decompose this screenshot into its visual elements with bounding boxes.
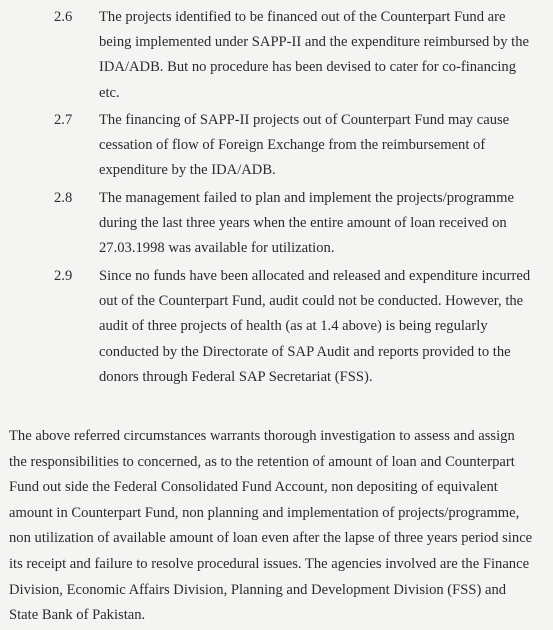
text-line: conducted by the Directorate of SAP Audit and reports provided to the <box>99 343 511 360</box>
text-line: cessation of flow of Foreign Exchange from the reimbursement of <box>99 137 486 154</box>
text-line: non utilization of available amount of loan even after the lapse of three years period since <box>9 530 533 547</box>
text-line: Fund out side the Federal Consolidated Fund Account, non depositing of equivalent <box>9 479 498 496</box>
text-line: Division, Economic Affairs Division, Planning and Development Division (FSS) and <box>9 581 507 598</box>
text-line: expenditure by the IDA/ADB. <box>99 162 276 179</box>
text-line: 27.03.1998 was available for utilization. <box>99 240 335 257</box>
paragraph-body <box>99 264 547 390</box>
paragraph-number: 2.9 <box>54 268 73 284</box>
text-line: audit of three projects of health (as at 1.4 above) is being regularly <box>99 318 488 335</box>
text-line: during the last three years when the entire amount of loan received on <box>99 215 507 232</box>
text-line: The projects identified to be financed out of the Counterpart Fund are <box>99 9 506 25</box>
paragraph-number: 2.7 <box>54 112 73 128</box>
text-line: donors through Federal SAP Secretariat (FSS). <box>99 368 373 385</box>
paragraph-number: 2.8 <box>54 190 73 206</box>
text-line: being implemented under SAPP-II and the expenditure reimbursed by the <box>99 34 530 51</box>
text-line: State Bank of Pakistan. <box>9 607 146 624</box>
paragraph-body <box>99 5 547 106</box>
text-line: the responsibilities to concerned, as to the retention of amount of loan and Counterpart <box>9 453 515 470</box>
text-line: etc. <box>99 84 120 101</box>
text-line: out of the Counterpart Fund, audit could not be conducted. However, the <box>99 293 524 310</box>
text-line: its receipt and failure to resolve procedural issues. The agencies involved are the Finance <box>9 555 530 572</box>
text-line: amount in Counterpart Fund, non planning and implementation of projects/programme, <box>9 504 520 521</box>
closing-paragraph <box>9 424 549 629</box>
paragraph-body <box>99 108 547 184</box>
text-line: Since no funds have been allocated and released and expenditure incurred <box>99 268 531 284</box>
paragraph-body <box>99 186 547 262</box>
paragraph-number: 2.6 <box>54 9 73 25</box>
text-line: The financing of SAPP-II projects out of Counterpart Fund may cause <box>99 112 510 128</box>
text-line: The management failed to plan and implement the projects/programme <box>99 190 514 206</box>
text-line: The above referred circumstances warrants thorough investigation to assess and assign <box>9 428 515 444</box>
text-line: IDA/ADB. But no procedure has been devised to cater for co-financing <box>99 59 516 76</box>
